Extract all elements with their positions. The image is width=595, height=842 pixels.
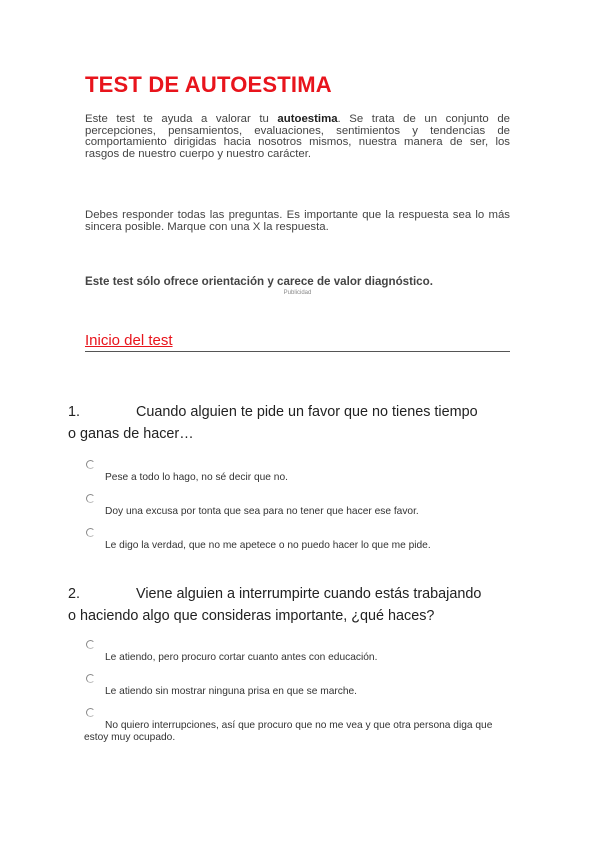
radio-button[interactable] xyxy=(86,674,95,683)
radio-button[interactable] xyxy=(86,528,95,537)
disclaimer: Este test sólo ofrece orientación y carece de valor diagnóstico. xyxy=(85,275,433,288)
instructions-paragraph: Debes responder todas las preguntas. Es importante que la respuesta sea lo más sincera posible. Marque con una X la respuesta. xyxy=(85,209,510,233)
test-start-link[interactable]: Inicio del test xyxy=(85,332,173,349)
question-text-continued: o haciendo algo que consideras importante, ¿qué haces? xyxy=(68,608,435,624)
question-number: 1. xyxy=(68,404,81,420)
question-2 xyxy=(68,583,518,627)
question-text: Cuando alguien te pide un favor que no tienes tiempo xyxy=(136,404,478,420)
question-text-continued: o ganas de hacer… xyxy=(68,426,194,442)
intro-keyword: autoestima xyxy=(277,113,338,125)
option-label: Pese a todo lo hago, no sé decir que no. xyxy=(105,472,288,483)
answer-option[interactable] xyxy=(84,674,514,698)
answer-option[interactable] xyxy=(84,494,514,518)
radio-button[interactable] xyxy=(86,460,95,469)
intro-paragraph xyxy=(85,114,510,160)
answer-option[interactable] xyxy=(84,528,514,552)
intro-text-end: . Se trata de un conjunto de percepciones, pensamientos, evaluaciones, sentimientos y tendencias de comportamiento dirigidas hacia nosotros mismos, nuestra manera de ser, los rasgos de nuestro cuerpo y nuestro carácter. xyxy=(85,113,510,160)
question-text: Viene alguien a interrumpirte cuando estás trabajando xyxy=(136,586,482,602)
option-label: Le atiendo, pero procuro cortar cuanto antes con educación. xyxy=(105,652,378,663)
test-start-heading xyxy=(85,332,510,352)
answer-option[interactable] xyxy=(84,708,514,744)
page-title: TEST DE AUTOESTIMA xyxy=(85,72,332,97)
answer-option[interactable] xyxy=(84,460,514,484)
question-number: 2. xyxy=(68,586,81,602)
radio-button[interactable] xyxy=(86,494,95,503)
option-label: Le digo la verdad, que no me apetece o no puedo hacer lo que me pide. xyxy=(105,540,431,551)
option-label: No quiero interrupciones, así que procuro que no me vea y que otra persona diga que estoy muy ocupado. xyxy=(84,720,493,743)
option-label: Doy una excusa por tonta que sea para no tener que hacer ese favor. xyxy=(105,506,419,517)
ad-label: Publicidad xyxy=(283,290,312,296)
option-label: Le atiendo sin mostrar ninguna prisa en que se marche. xyxy=(105,686,358,697)
intro-text-start: Este test te ayuda a valorar tu xyxy=(85,113,278,125)
answer-option[interactable] xyxy=(84,640,514,664)
radio-button[interactable] xyxy=(86,708,95,717)
radio-button[interactable] xyxy=(86,640,95,649)
question-1 xyxy=(68,401,518,445)
